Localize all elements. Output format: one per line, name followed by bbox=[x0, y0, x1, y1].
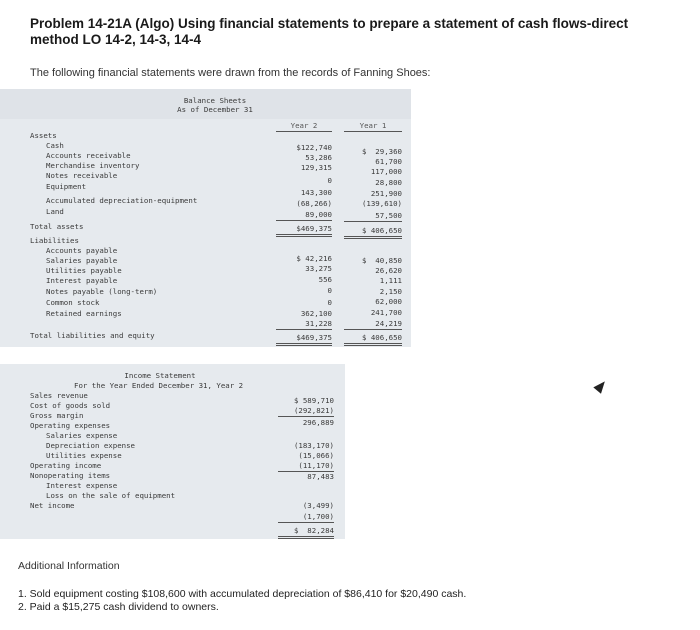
assets-heading: Assets bbox=[30, 131, 57, 140]
depreciation-expense-label: Depreciation expense bbox=[46, 441, 135, 450]
salaries-expense-value: (183,170) bbox=[293, 441, 334, 450]
additional-item-2: 2. Paid a $15,275 cash dividend to owners. bbox=[18, 601, 219, 613]
asset-label: Accumulated depreciation-equipment bbox=[46, 196, 198, 205]
liability-year2-value: 33,275 bbox=[305, 264, 332, 273]
net-income-value: $ 82,284 bbox=[278, 526, 334, 539]
salaries-expense-label: Salaries expense bbox=[46, 431, 118, 440]
asset-year1-value: 61,700 bbox=[375, 157, 402, 166]
liability-year2-value: 0 bbox=[327, 298, 332, 307]
asset-year2-value: (68,266) bbox=[296, 199, 332, 208]
liability-label: Utilities payable bbox=[46, 266, 122, 275]
asset-year2-value: 53,286 bbox=[305, 153, 332, 162]
asset-year2-value: 0 bbox=[327, 176, 332, 185]
liability-year2-value: 31,228 bbox=[276, 319, 332, 330]
nonoperating-label: Nonoperating items bbox=[30, 471, 111, 480]
liability-year1-value: 24,219 bbox=[344, 319, 402, 330]
income-statement-subtitle: For the Year Ended December 31, Year 2 bbox=[74, 381, 244, 390]
header-underline-year2 bbox=[276, 131, 332, 132]
asset-year1-value: $ 29,360 bbox=[361, 147, 402, 156]
income-statement-title: Income Statement bbox=[124, 371, 196, 380]
total-liabilities-year2: $469,375 bbox=[276, 333, 332, 346]
additional-info-heading: Additional Information bbox=[18, 560, 120, 572]
column-header-year1: Year 1 bbox=[359, 121, 387, 130]
intro-text: The following financial statements were drawn from the records of Fanning Shoes: bbox=[30, 67, 431, 79]
total-assets-year2: $469,375 bbox=[276, 224, 332, 237]
problem-title: Problem 14-21A (Algo) Using financial statements to prepare a statement of cash flows-direct method LO 14-2, 14-3, 14-4 bbox=[30, 16, 629, 47]
liability-year2-value: 556 bbox=[318, 275, 332, 284]
asset-year2-value: 129,315 bbox=[300, 163, 332, 172]
gross-margin-label: Gross margin bbox=[30, 411, 84, 420]
utilities-expense-label: Utilities expense bbox=[46, 451, 122, 460]
header-underline-year1 bbox=[344, 131, 402, 132]
liability-label: Common stock bbox=[46, 298, 100, 307]
balance-sheet-title: Balance Sheets bbox=[183, 96, 247, 105]
mouse-cursor-icon bbox=[593, 378, 608, 394]
asset-label: Equipment bbox=[46, 182, 87, 191]
interest-expense-label: Interest expense bbox=[46, 481, 118, 490]
asset-label: Accounts receivable bbox=[46, 151, 131, 160]
interest-expense-value: (3,499) bbox=[302, 501, 334, 510]
asset-label: Cash bbox=[46, 141, 64, 150]
total-liabilities-year1: $ 406,650 bbox=[344, 333, 402, 346]
asset-year1-value: 28,800 bbox=[375, 178, 402, 187]
sales-label: Sales revenue bbox=[30, 391, 88, 400]
operating-income-value: 87,483 bbox=[307, 472, 334, 481]
liability-label: Accounts payable bbox=[46, 246, 118, 255]
liability-year1-value: 26,620 bbox=[375, 266, 402, 275]
asset-year1-value: 251,900 bbox=[370, 189, 402, 198]
balance-sheet-subtitle: As of December 31 bbox=[177, 105, 253, 114]
liability-year1-value: 2,150 bbox=[379, 287, 402, 296]
total-assets-year1: $ 406,650 bbox=[344, 226, 402, 239]
asset-label: Notes receivable bbox=[46, 171, 118, 180]
asset-year1-value: 117,000 bbox=[370, 167, 402, 176]
liability-year1-value: 1,111 bbox=[379, 276, 402, 285]
loss-on-sale-label: Loss on the sale of equipment bbox=[46, 491, 176, 500]
gross-margin-value: 296,889 bbox=[302, 418, 334, 427]
total-liabilities-label: Total liabilities and equity bbox=[30, 331, 155, 340]
additional-item-1: 1. Sold equipment costing $108,600 with accumulated depreciation of $86,410 for $20,490 cash. bbox=[18, 588, 467, 600]
liability-year2-value: 362,100 bbox=[300, 309, 332, 318]
cogs-label: Cost of goods sold bbox=[30, 401, 111, 410]
total-assets-label: Total assets bbox=[30, 222, 84, 231]
asset-year1-value: 57,500 bbox=[344, 211, 402, 222]
asset-year1-value: (139,610) bbox=[361, 199, 402, 208]
liability-label: Salaries payable bbox=[46, 256, 118, 265]
asset-year2-value: 89,000 bbox=[276, 210, 332, 221]
liabilities-heading: Liabilities bbox=[30, 236, 79, 245]
utilities-expense-value: (11,170) bbox=[278, 461, 334, 472]
loss-on-sale-value: (1,700) bbox=[278, 512, 334, 523]
liability-year2-value: $ 42,216 bbox=[296, 254, 332, 263]
sales-value: $ 589,710 bbox=[293, 396, 334, 405]
opex-label: Operating expenses bbox=[30, 421, 111, 430]
asset-year2-value: $122,740 bbox=[296, 143, 332, 152]
operating-income-label: Operating income bbox=[30, 461, 102, 470]
liability-year1-value: 241,700 bbox=[370, 308, 402, 317]
liability-label: Interest payable bbox=[46, 276, 118, 285]
liability-label: Retained earnings bbox=[46, 309, 122, 318]
depreciation-expense-value: (15,066) bbox=[298, 451, 334, 460]
liability-year1-value: $ 40,850 bbox=[361, 256, 402, 265]
asset-label: Land bbox=[46, 207, 64, 216]
asset-year2-value: 143,300 bbox=[300, 188, 332, 197]
liability-year2-value: 0 bbox=[327, 286, 332, 295]
asset-label: Merchandise inventory bbox=[46, 161, 140, 170]
cogs-value: (292,821) bbox=[278, 406, 334, 417]
net-income-label: Net income bbox=[30, 501, 75, 510]
liability-label: Notes payable (long-term) bbox=[46, 287, 158, 296]
column-header-year2: Year 2 bbox=[290, 121, 318, 130]
liability-year1-value: 62,000 bbox=[375, 297, 402, 306]
